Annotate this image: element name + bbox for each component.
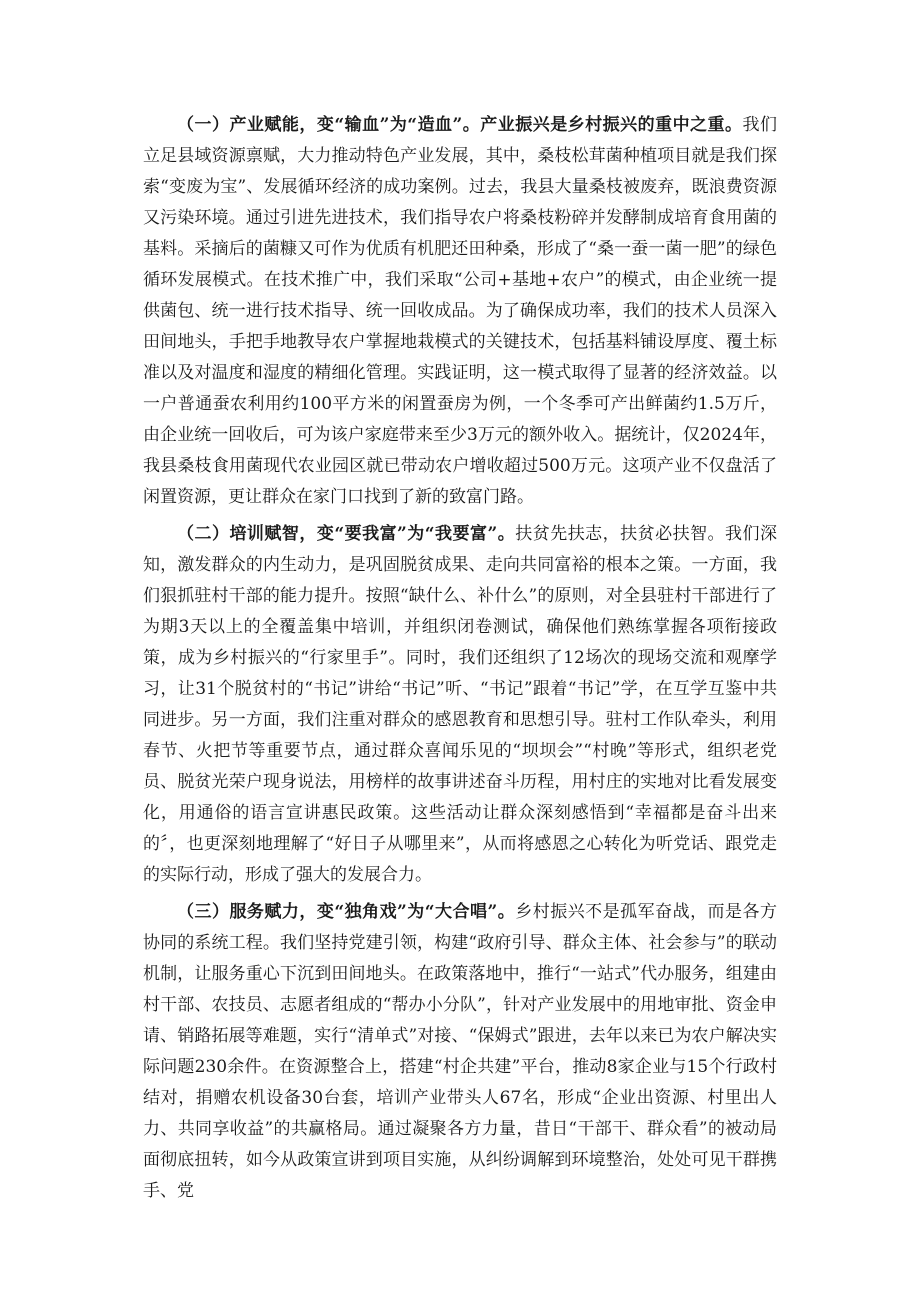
- paragraph-heading: （二）培训赋智，变“要我富”为“我要富”。: [177, 524, 516, 544]
- paragraph-body: 乡村振兴不是孤军奋战，而是各方协同的系统工程。我们坚持党建引领，构建“政府引导、群众主体、社会参与”的联动机制，让服务重心下沉到田间地头。在政策落地中，推行“一站式”代办服务，组建由村干部、农技员、志愿者组成的“帮办小分队”，针对产业发展中的用地审批、资金申请、销路拓展等难题，实行“清单式”对接、“保姆式”跟进，去年以来已为农户解决实际问题230余件。在资源整合上，搭建“村企共建”平台，推动8家企业与15个行政村结对，捐赠农机设备30台套，培训产业带头人67名，形成“企业出资源、村里出人力、共同享收益”的共赢格局。通过凝聚各方力量，昔日“干部干、群众看”的被动局面彻底扭转，如今从政策宣讲到项目实施，从纠纷调解到环境整治，处处可见干群携手、党: [143, 902, 777, 1201]
- paragraph-heading: （三）服务赋力，变“独角戏”为“大合唱”。: [177, 902, 516, 922]
- paragraph-training: [143, 519, 777, 891]
- document-page: [143, 110, 777, 1213]
- paragraph-heading: （一）产业赋能，变“输血”为“造血”。产业振兴是乡村振兴的重中之重。: [177, 115, 743, 135]
- paragraph-body: 扶贫先扶志，扶贫必扶智。我们深知，激发群众的内生动力，是巩固脱贫成果、走向共同富裕的根本之策。一方面，我们狠抓驻村干部的能力提升。按照“缺什么、补什么”的原则，对全县驻村干部进行了为期3天以上的全覆盖集中培训，并组织闭卷测试，确保他们熟练掌握各项衔接政策，成为乡村振兴的“行家里手”。同时，我们还组织了12场次的现场交流和观摩学习，让31个脱贫村的“书记”讲给“书记”听、“书记”跟着“书记”学，在互学互鉴中共同进步。另一方面，我们注重对群众的感恩教育和思想引导。驻村工作队牵头，利用春节、火把节等重要节点，通过群众喜闻乐见的“坝坝会”“村晚”等形式，组织老党员、脱贫光荣户现身说法，用榜样的故事讲述奋斗历程，用村庄的实地对比看发展变化，用通俗的语言宣讲惠民政策。这些活动让群众深刻感悟到“幸福都是奋斗出来的〞，也更深刻地理解了“好日子从哪里来”，从而将感恩之心转化为听党话、跟党走的实际行动，形成了强大的发展合力。: [143, 524, 777, 885]
- paragraph-body: 我们立足县域资源禀赋，大力推动特色产业发展，其中，桑枝松茸菌种植项目就是我们探索“变废为宝”、发展循环经济的成功案例。过去，我县大量桑枝被废弃，既浪费资源又污染环境。通过引进先进技术，我们指导农户将桑枝粉碎并发酵制成培育食用菌的基料。采摘后的菌糠又可作为优质有机肥还田种桑，形成了“桑一蚕一菌一肥”的绿色循环发展模式。在技术推广中，我们采取“公司+基地+农户”的模式，由企业统一提供菌包、统一进行技术指导、统一回收成品。为了确保成功率，我们的技术人员深入田间地头，手把手地教导农户掌握地栽模式的关键技术，包括基料铺设厚度、覆土标准以及对温度和湿度的精细化管理。实践证明，这一模式取得了显著的经济效益。以一户普通蚕农利用约100平方米的闲置蚕房为例，一个冬季可产出鲜菌约1.5万斤，由企业统一回收后，可为该户家庭带来至少3万元的额外收入。据统计，仅2024年，我县桑枝食用菌现代农业园区就已带动农户增收超过500万元。这项产业不仅盘活了闲置资源，更让群众在家门口找到了新的致富门路。: [143, 115, 777, 507]
- paragraph-industry: [143, 110, 777, 513]
- paragraph-service: [143, 897, 777, 1207]
